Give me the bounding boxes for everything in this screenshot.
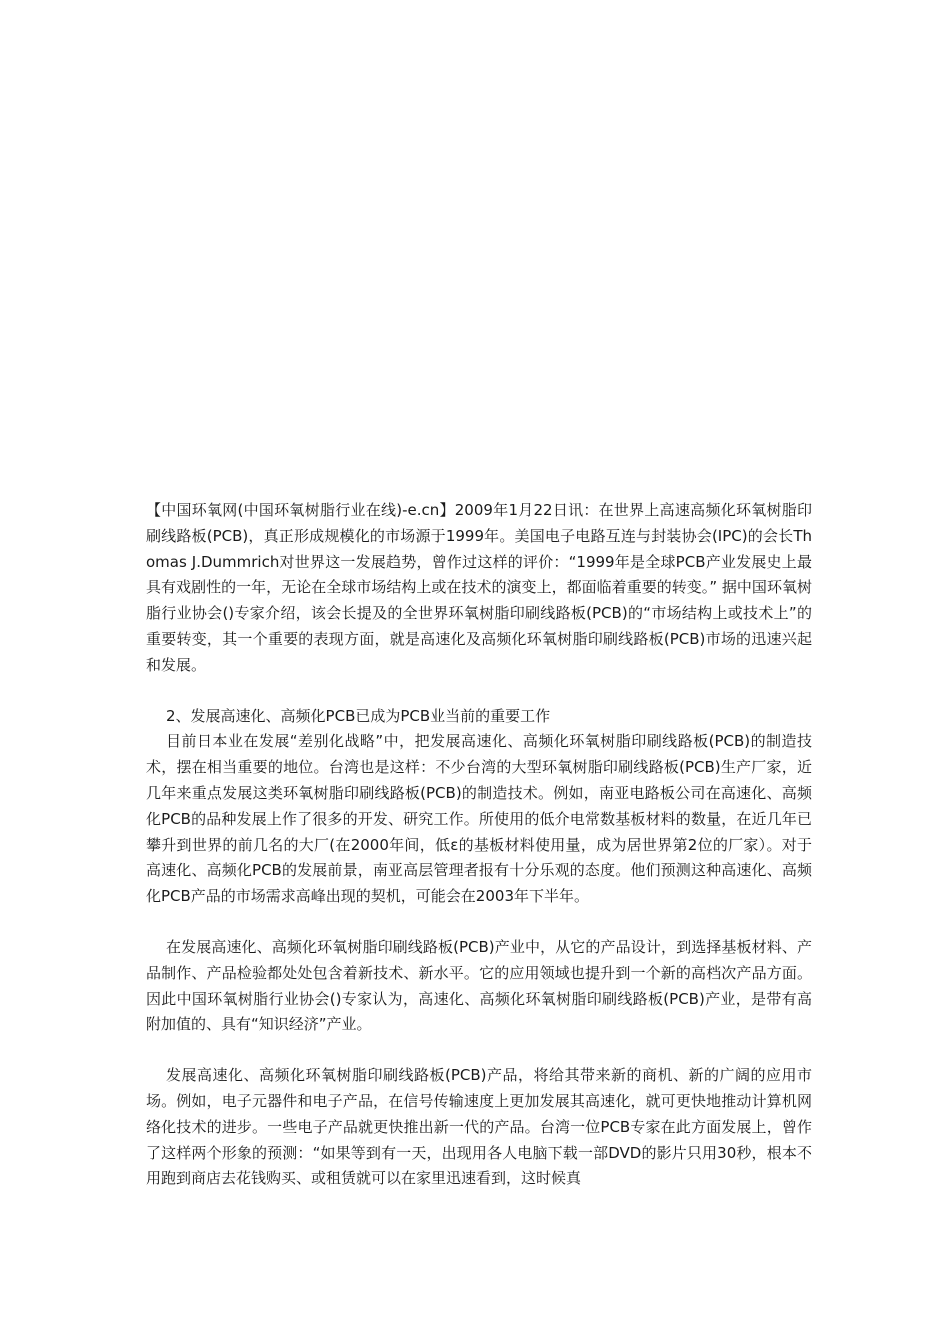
body-paragraph-industry: 在发展高速化、高频化环氧树脂印刷线路板(PCB)产业中，从它的产品设计，到选择基板材料、产品制作、产品检验都处处包含着新技术、新水平。它的应用领域也提升到一个新的高档次产品方面。因此中国环氧树脂行业协会()专家认为，高速化、高频化环氧树脂印刷线路板(PCB)产业，是带有高附加值的、具有“知识经济”产业。 <box>146 937 812 1034</box>
section-heading: 2、发展高速化、高频化PCB已成为PCB业当前的重要工作 <box>166 706 551 725</box>
paragraph-spacer <box>146 679 812 704</box>
document-body <box>146 498 812 1192</box>
paragraph-spacer <box>146 1038 812 1063</box>
body-paragraph-market: 发展高速化、高频化环氧树脂印刷线路板(PCB)产品，将给其带来新的商机、新的广阔的应用市场。例如，电子元器件和电子产品，在信号传输速度上更加发展其高速化，就可更快地推动计算机网络化技术的进步。一些电子产品就更快推出新一代的产品。台湾一位PCB专家在此方面发展上，曾作了这样两个形象的预测：“如果等到有一天，出现用各人电脑下载一部DVD的影片只用30秒，根本不用跑到商店去花钱购买、或租赁就可以在家里迅速看到，这时候真 <box>146 1066 812 1188</box>
paragraph-spacer <box>146 910 812 935</box>
body-paragraph-japan-taiwan: 目前日本业在发展“差别化战略”中，把发展高速化、高频化环氧树脂印刷线路板(PCB)的制造技术，摆在相当重要的地位。台湾也是这样：不少台湾的大型环氧树脂印刷线路板(PCB)生产厂家，近几年来重点发展这类环氧树脂印刷线路板(PCB)的制造技术。例如，南亚电路板公司在高速化、高频化PCB的品种发展上作了很多的开发、研究工作。所使用的低介电常数基板材料的数量，在近几年已攀升到世界的前几名的大厂(在2000年间，低ε的基板材料使用量，成为居世界第2位的厂家）。对于高速化、高频化PCB的发展前景，南亚高层管理者报有十分乐观的态度。他们预测这种高速化、高频化PCB产品的市场需求高峰出现的契机，可能会在2003年下半年。 <box>146 732 812 906</box>
intro-paragraph: 【中国环氧网(中国环氧树脂行业在线)-e.cn】2009年1月22日讯：在世界上高速高频化环氧树脂印刷线路板(PCB)，真正形成规模化的市场源于1999年。美国电子电路互连与封装协会(IPC)的会长Thomas J.Dummrich对世界这一发展趋势，曾作过这样的评价：“1999年是全球PCB产业发展史上最具有戏剧性的一年，无论在全球市场结构上或在技术的演变上，都面临着重要的转变。” 据中国环氧树脂行业协会()专家介绍，该会长提及的全世界环氧树脂印刷线路板(PCB)的“市场结构上或技术上”的重要转变，其一个重要的表现方面，就是高速化及高频化环氧树脂印刷线路板(PCB)市场的迅速兴起和发展。 <box>146 501 812 674</box>
